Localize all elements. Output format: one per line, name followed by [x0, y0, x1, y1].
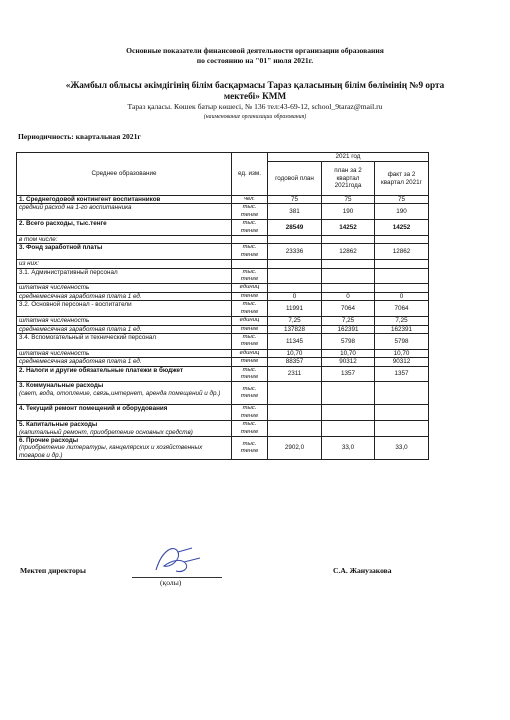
row-unit: тыс. тенге — [232, 333, 268, 349]
row-unit: тыс. тенге — [232, 301, 268, 317]
row-annual-value: 2311 — [268, 366, 322, 382]
row-annual-value — [268, 268, 322, 284]
row-fact-value: 5798 — [375, 333, 429, 349]
report-title-line1: Основные показатели финансовой деятельности организации образования — [126, 46, 384, 55]
row-name-cell — [17, 301, 232, 317]
col-header-annual: годовой план — [268, 162, 322, 196]
row-plan-value: 7064 — [322, 301, 375, 317]
director-name: С.А. Жанузакова — [333, 566, 392, 575]
table-row — [17, 220, 429, 236]
row-name-cell — [17, 421, 232, 437]
table-row — [17, 204, 429, 220]
row-plan-value — [322, 405, 375, 421]
row-name-cell — [17, 358, 232, 366]
row-fact-value: 14252 — [375, 220, 429, 236]
row-name-cell — [17, 436, 232, 459]
row-unit: тенге — [232, 325, 268, 333]
row-plan-value: 1357 — [322, 366, 375, 382]
row-annual-value: 88357 — [268, 358, 322, 366]
table-row — [17, 333, 429, 349]
row-name: из них: — [19, 260, 40, 268]
row-unit: чел. — [232, 196, 268, 204]
row-plan-value: 33,0 — [322, 436, 375, 459]
row-annual-value — [268, 421, 322, 437]
financial-table — [16, 152, 429, 460]
table-row — [17, 301, 429, 317]
row-unit: тыс. тенге — [232, 268, 268, 284]
row-name-cell — [17, 220, 232, 236]
row-name: 6. Прочие расходы — [19, 436, 79, 444]
row-plan-value — [322, 260, 375, 268]
row-name-cell — [17, 349, 232, 357]
col-header-unit: ед. изм. — [232, 153, 268, 196]
table-row — [17, 317, 429, 325]
row-annual-value — [268, 284, 322, 292]
row-name: штатная численность — [19, 317, 90, 325]
table-row — [17, 284, 429, 292]
row-plan-value — [322, 382, 375, 405]
row-name: 3.4. Вспомогательный и технический персонал — [19, 333, 157, 341]
row-name-cell — [17, 292, 232, 300]
row-fact-value: 7064 — [375, 301, 429, 317]
row-name: среднемесячная заработная плата 1 ед. — [19, 325, 142, 333]
col-header-name: Среднее образование — [17, 153, 232, 196]
row-name-cell — [17, 268, 232, 284]
row-name: штатная численность — [19, 284, 90, 292]
row-plan-value: 12862 — [322, 244, 375, 260]
row-name: среднемесячная заработная плата 1 ед. — [19, 358, 142, 366]
row-unit: тыс. тенге — [232, 204, 268, 220]
table-body — [17, 196, 429, 460]
row-annual-value: 0 — [268, 292, 322, 300]
row-annual-value: 137828 — [268, 325, 322, 333]
row-name-cell — [17, 317, 232, 325]
signature-image — [148, 540, 208, 580]
signature-caption: (қолы) — [160, 578, 182, 587]
row-unit — [232, 260, 268, 268]
address-hint: (наименование организации образования) — [203, 114, 307, 120]
row-fact-value: 7,25 — [375, 317, 429, 325]
row-name: 4. Текущий ремонт помещений и оборудования — [19, 405, 168, 413]
table-row — [17, 196, 429, 204]
row-name-cell — [17, 382, 232, 405]
row-name: 3. Коммунальные расходы — [19, 382, 104, 390]
row-fact-value: 0 — [375, 292, 429, 300]
row-name: 2. Налоги и другие обязательные платежи в бюджет — [19, 366, 184, 374]
periodicity: Периодичность: квартальная 2021г — [18, 132, 141, 141]
row-plan-value — [322, 236, 375, 244]
row-fact-value: 10,70 — [375, 349, 429, 357]
row-unit: единиц — [232, 284, 268, 292]
row-name: штатная численность — [19, 349, 90, 357]
report-title-line2: по состоянию на "01" июля 2021г. — [196, 56, 314, 65]
table-row — [17, 366, 429, 382]
row-unit: тыс. тенге — [232, 220, 268, 236]
row-plan-value: 190 — [322, 204, 375, 220]
row-unit: тенге — [232, 292, 268, 300]
row-subtext: (капитальный ремонт, приобретение основных средств) — [19, 428, 193, 436]
row-name-cell — [17, 366, 232, 382]
row-name: 2. Всего расходы, тыс.тенге — [19, 220, 107, 228]
director-label: Мектеп директоры — [20, 566, 86, 575]
col-header-plan: план за 2 квартал 2021года — [322, 162, 375, 196]
row-name-cell — [17, 325, 232, 333]
table-row — [17, 268, 429, 284]
row-plan-value — [322, 268, 375, 284]
row-fact-value: 12862 — [375, 244, 429, 260]
row-fact-value: 75 — [375, 196, 429, 204]
table-row — [17, 405, 429, 421]
table-row — [17, 358, 429, 366]
row-fact-value — [375, 382, 429, 405]
row-annual-value: 75 — [268, 196, 322, 204]
row-fact-value — [375, 405, 429, 421]
row-name: 3. Фонд заработной платы — [19, 244, 103, 252]
row-fact-value — [375, 236, 429, 244]
row-fact-value — [375, 260, 429, 268]
table-row — [17, 436, 429, 459]
row-name: среднемесячная заработная плата 1 ед. — [19, 292, 142, 300]
row-name-cell — [17, 204, 232, 220]
row-unit: тыс. тенге — [232, 405, 268, 421]
row-unit: тыс. тенге — [232, 421, 268, 437]
table-row — [17, 349, 429, 357]
row-fact-value — [375, 268, 429, 284]
row-name-cell — [17, 284, 232, 292]
table-row — [17, 421, 429, 437]
row-name-cell — [17, 236, 232, 244]
row-annual-value — [268, 260, 322, 268]
row-annual-value: 23336 — [268, 244, 322, 260]
row-subtext: (приобретение литературы, канцелярских и хозяйственных товаров и др.) — [19, 444, 203, 459]
row-unit: тыс. тенге — [232, 244, 268, 260]
row-annual-value: 381 — [268, 204, 322, 220]
table-row — [17, 236, 429, 244]
row-name: в том числе: — [19, 236, 58, 244]
table-row — [17, 260, 429, 268]
row-name: 5. Капитальные расходы — [19, 421, 98, 429]
row-fact-value: 90312 — [375, 358, 429, 366]
row-fact-value — [375, 284, 429, 292]
row-subtext: (свет, вода, отопление, связь,интернет, аренда помещений и др.) — [19, 389, 221, 397]
row-fact-value: 190 — [375, 204, 429, 220]
row-annual-value — [268, 236, 322, 244]
col-header-year: 2021 год — [268, 153, 429, 162]
row-unit: единиц — [232, 317, 268, 325]
row-unit: тыс. тенге — [232, 436, 268, 459]
row-name-cell — [17, 260, 232, 268]
row-plan-value — [322, 284, 375, 292]
row-plan-value: 10,70 — [322, 349, 375, 357]
row-annual-value: 2902,0 — [268, 436, 322, 459]
table-row — [17, 382, 429, 405]
row-fact-value — [375, 421, 429, 437]
table-row — [17, 244, 429, 260]
row-annual-value: 11991 — [268, 301, 322, 317]
table-row — [17, 292, 429, 300]
row-name: 3.2. Основной персонал - воспитатели — [19, 301, 132, 309]
row-plan-value: 0 — [322, 292, 375, 300]
row-plan-value: 90312 — [322, 358, 375, 366]
row-plan-value: 5798 — [322, 333, 375, 349]
row-annual-value: 11345 — [268, 333, 322, 349]
row-name: 3.1. Административный персонал — [19, 268, 118, 276]
row-annual-value: 10,70 — [268, 349, 322, 357]
row-fact-value: 33,0 — [375, 436, 429, 459]
row-name: 1. Среднегодовой контингент воспитанников — [19, 196, 161, 203]
org-name-line2: мектебі» КММ — [223, 91, 287, 101]
row-unit: тыс. тенге — [232, 366, 268, 382]
row-unit: тыс. тенге — [232, 382, 268, 405]
row-fact-value: 1357 — [375, 366, 429, 382]
row-name-cell — [17, 196, 232, 204]
org-address: Тараз қаласы. Көшек батыр көшесі, № 136 тел:43-69-12, school_9taraz@mail.ru — [127, 102, 383, 111]
col-header-fact: факт за 2 квартал 2021г — [375, 162, 429, 196]
row-name-cell — [17, 405, 232, 421]
row-name-cell — [17, 244, 232, 260]
row-annual-value — [268, 382, 322, 405]
row-annual-value: 7,25 — [268, 317, 322, 325]
row-unit — [232, 236, 268, 244]
row-plan-value — [322, 421, 375, 437]
row-plan-value: 162391 — [322, 325, 375, 333]
row-plan-value: 7,25 — [322, 317, 375, 325]
row-annual-value — [268, 405, 322, 421]
row-unit: тенге — [232, 358, 268, 366]
org-name-line1: «Жамбыл облысы әкімдігінің білім басқармасы Тараз қаласының білім бөлімінің №9 орта — [65, 80, 445, 90]
row-unit: единиц — [232, 349, 268, 357]
row-name: средний расход на 1-го воспитанника — [19, 204, 132, 212]
row-name-cell — [17, 333, 232, 349]
row-plan-value: 75 — [322, 196, 375, 204]
row-annual-value: 28549 — [268, 220, 322, 236]
row-fact-value: 162391 — [375, 325, 429, 333]
row-plan-value: 14252 — [322, 220, 375, 236]
table-row — [17, 325, 429, 333]
